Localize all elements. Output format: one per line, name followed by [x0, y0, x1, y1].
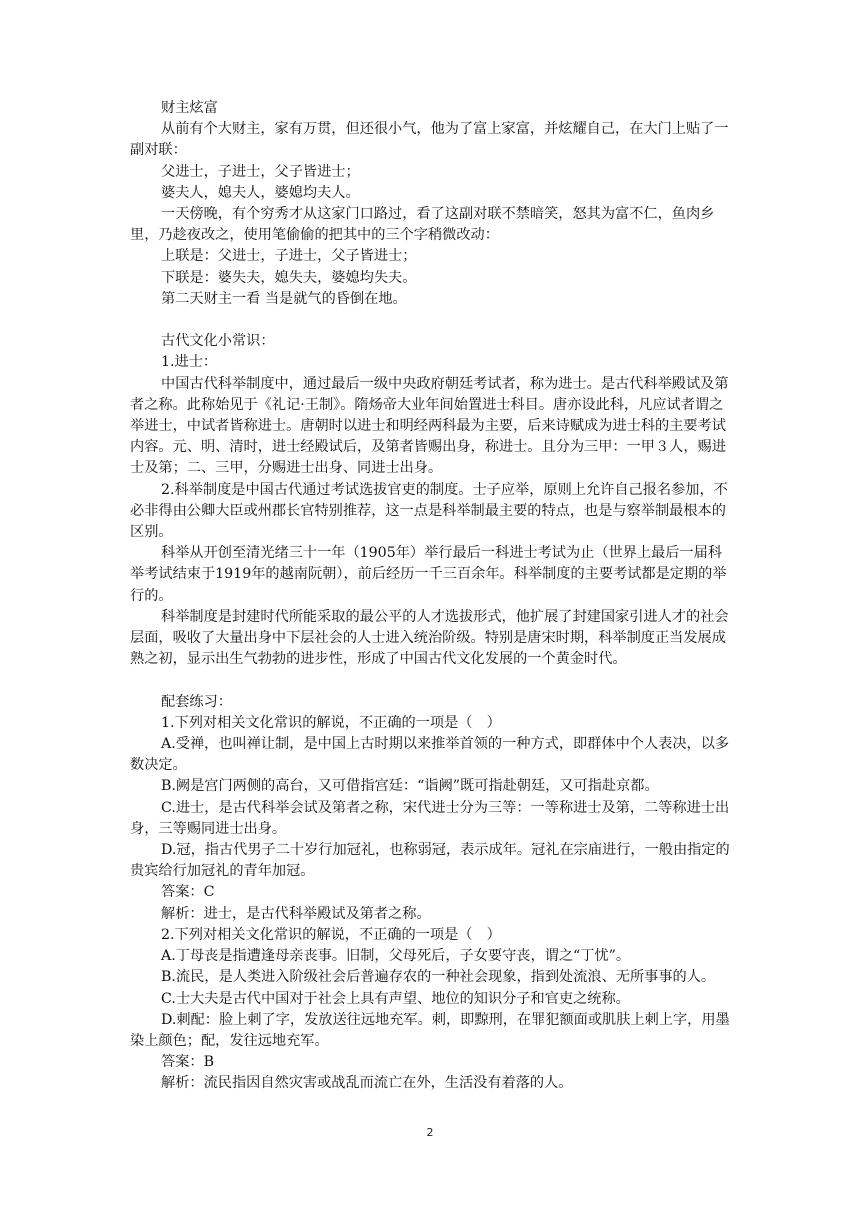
- story-title: 财主炫富: [161, 100, 218, 116]
- question-option: C.士大夫是古代中国对于社会上具有声望、地位的知识分子和官吏之统称。: [161, 990, 630, 1007]
- question-answer: 答案：B: [161, 1054, 214, 1071]
- couplet-line: 婆夫人，媳夫人，婆媳均夫人。: [161, 184, 360, 201]
- document-page: [130, 98, 730, 1095]
- couplet-line: 父进士，子进士，父子皆进士；: [161, 163, 360, 180]
- question-option: C.进士，是古代科举会试及第者之称，宋代进士分为三等：一等称进士及第，二等称进士出身，三等赐同进士出身。: [130, 799, 730, 837]
- knowledge-paragraph: 2.科举制度是中国古代通过考试选拔官吏的制度。士子应举，原则上允许自己报名参加，不必非得由公卿大臣或州郡长官特别推荐，这一点是科举制最主要的特点，也是与察举制最根本的区别。: [130, 481, 728, 541]
- question-option: A.丁母丧是指遭逢母亲丧事。旧制，父母死后，子女要守丧，谓之“丁忧”。: [161, 948, 631, 965]
- page-number: 2: [426, 1126, 434, 1139]
- question-stem: 1.下列对相关文化常识的解说，不正确的一项是（ ）: [161, 714, 501, 731]
- question-option: A.受禅，也叫禅让制，是中国上古时期以来推举首领的一种方式，即群体中个人表决，以多数决定。: [130, 736, 730, 774]
- section-heading: 古代文化小常识：: [161, 333, 275, 350]
- section-heading: 配套练习：: [161, 693, 232, 710]
- question-option: B.流民，是人类进入阶级社会后普遍存农的一种社会现象，指到处流浪、无所事事的人。: [161, 969, 716, 986]
- knowledge-paragraph: 中国古代科举制度中，通过最后一级中央政府朝廷考试者，称为进士。是古代科举殿试及第者之称。此称始见于《礼记·王制》。隋炀帝大业年间始置进士科目。唐亦设此科，凡应试者谓之举进士，中试者皆称进士。唐朝时以进士和明经两科最为主要，后来诗赋成为进士科的主要考试内容。元、明、清时，进士经殿试后，及第者皆赐出身，称进士。且分为三甲：一甲３人，赐进士及第；二、三甲，分赐进士出身、同进士出身。: [130, 375, 729, 477]
- couplet-line: 上联是：父进士，子进士，父子皆进士；: [161, 248, 417, 265]
- story-paragraph: 从前有个大财主，家有万贯，但还很小气，他为了富上家富，并炫耀自己，在大门上贴了一副对联：: [130, 121, 729, 159]
- knowledge-item-title: 1.进士：: [161, 354, 218, 371]
- question-option: D.冠，指古代男子二十岁行加冠礼，也称弱冠，表示成年。冠礼在宗庙进行，一般由指定的贵宾给行加冠礼的青年加冠。: [130, 842, 730, 880]
- blank-line: [130, 310, 730, 331]
- blank-line: [130, 670, 730, 691]
- question-option: D.刺配：脸上刺了字，发放送往远地充军。刺，即黥刑，在罪犯额面或肌肤上刺上字，用墨染上颜色；配，发往远地充军。: [130, 1011, 730, 1049]
- question-analysis: 解析：流民指因自然灾害或战乱而流亡在外，生活没有着落的人。: [161, 1075, 573, 1092]
- knowledge-paragraph: 科举从开创至清光绪三十一年（1905年）举行最后一科进士考试为止（世界上最后一届科举考试结束于1919年的越南阮朝），前后经历一千三百余年。科举制度的主要考试都是定期的举行的。: [130, 545, 727, 604]
- couplet-line: 下联是：婆失夫，媳失夫，婆媳均失夫。: [161, 269, 417, 286]
- question-option: B.阙是宫门两侧的高台，又可借指宫廷：“诣阙”既可指赴朝廷，又可指赴京都。: [161, 778, 659, 795]
- story-paragraph: 第二天财主一看 当是就气的昏倒在地。: [161, 290, 407, 307]
- question-analysis: 解析：进士，是古代科举殿试及第者之称。: [161, 905, 431, 922]
- story-paragraph: 一天傍晚，有个穷秀才从这家门口路过，看了这副对联不禁暗笑，怒其为富不仁，鱼肉乡里，乃趁夜改之，使用笔偷偷的把其中的三个字稍微改动：: [130, 206, 715, 244]
- knowledge-paragraph: 科举制度是封建时代所能采取的最公平的人才选拔形式，他扩展了封建国家引进人才的社会层面，吸收了大量出身中下层社会的人士进入统治阶级。特别是唐宋时期，科举制度正当发展成熟之初，显示出生气勃勃的进步性，形成了中国古代文化发展的一个黄金时代。: [130, 608, 729, 668]
- question-stem: 2.下列对相关文化常识的解说，不正确的一项是（ ）: [161, 926, 501, 943]
- question-answer: 答案：C: [161, 884, 215, 901]
